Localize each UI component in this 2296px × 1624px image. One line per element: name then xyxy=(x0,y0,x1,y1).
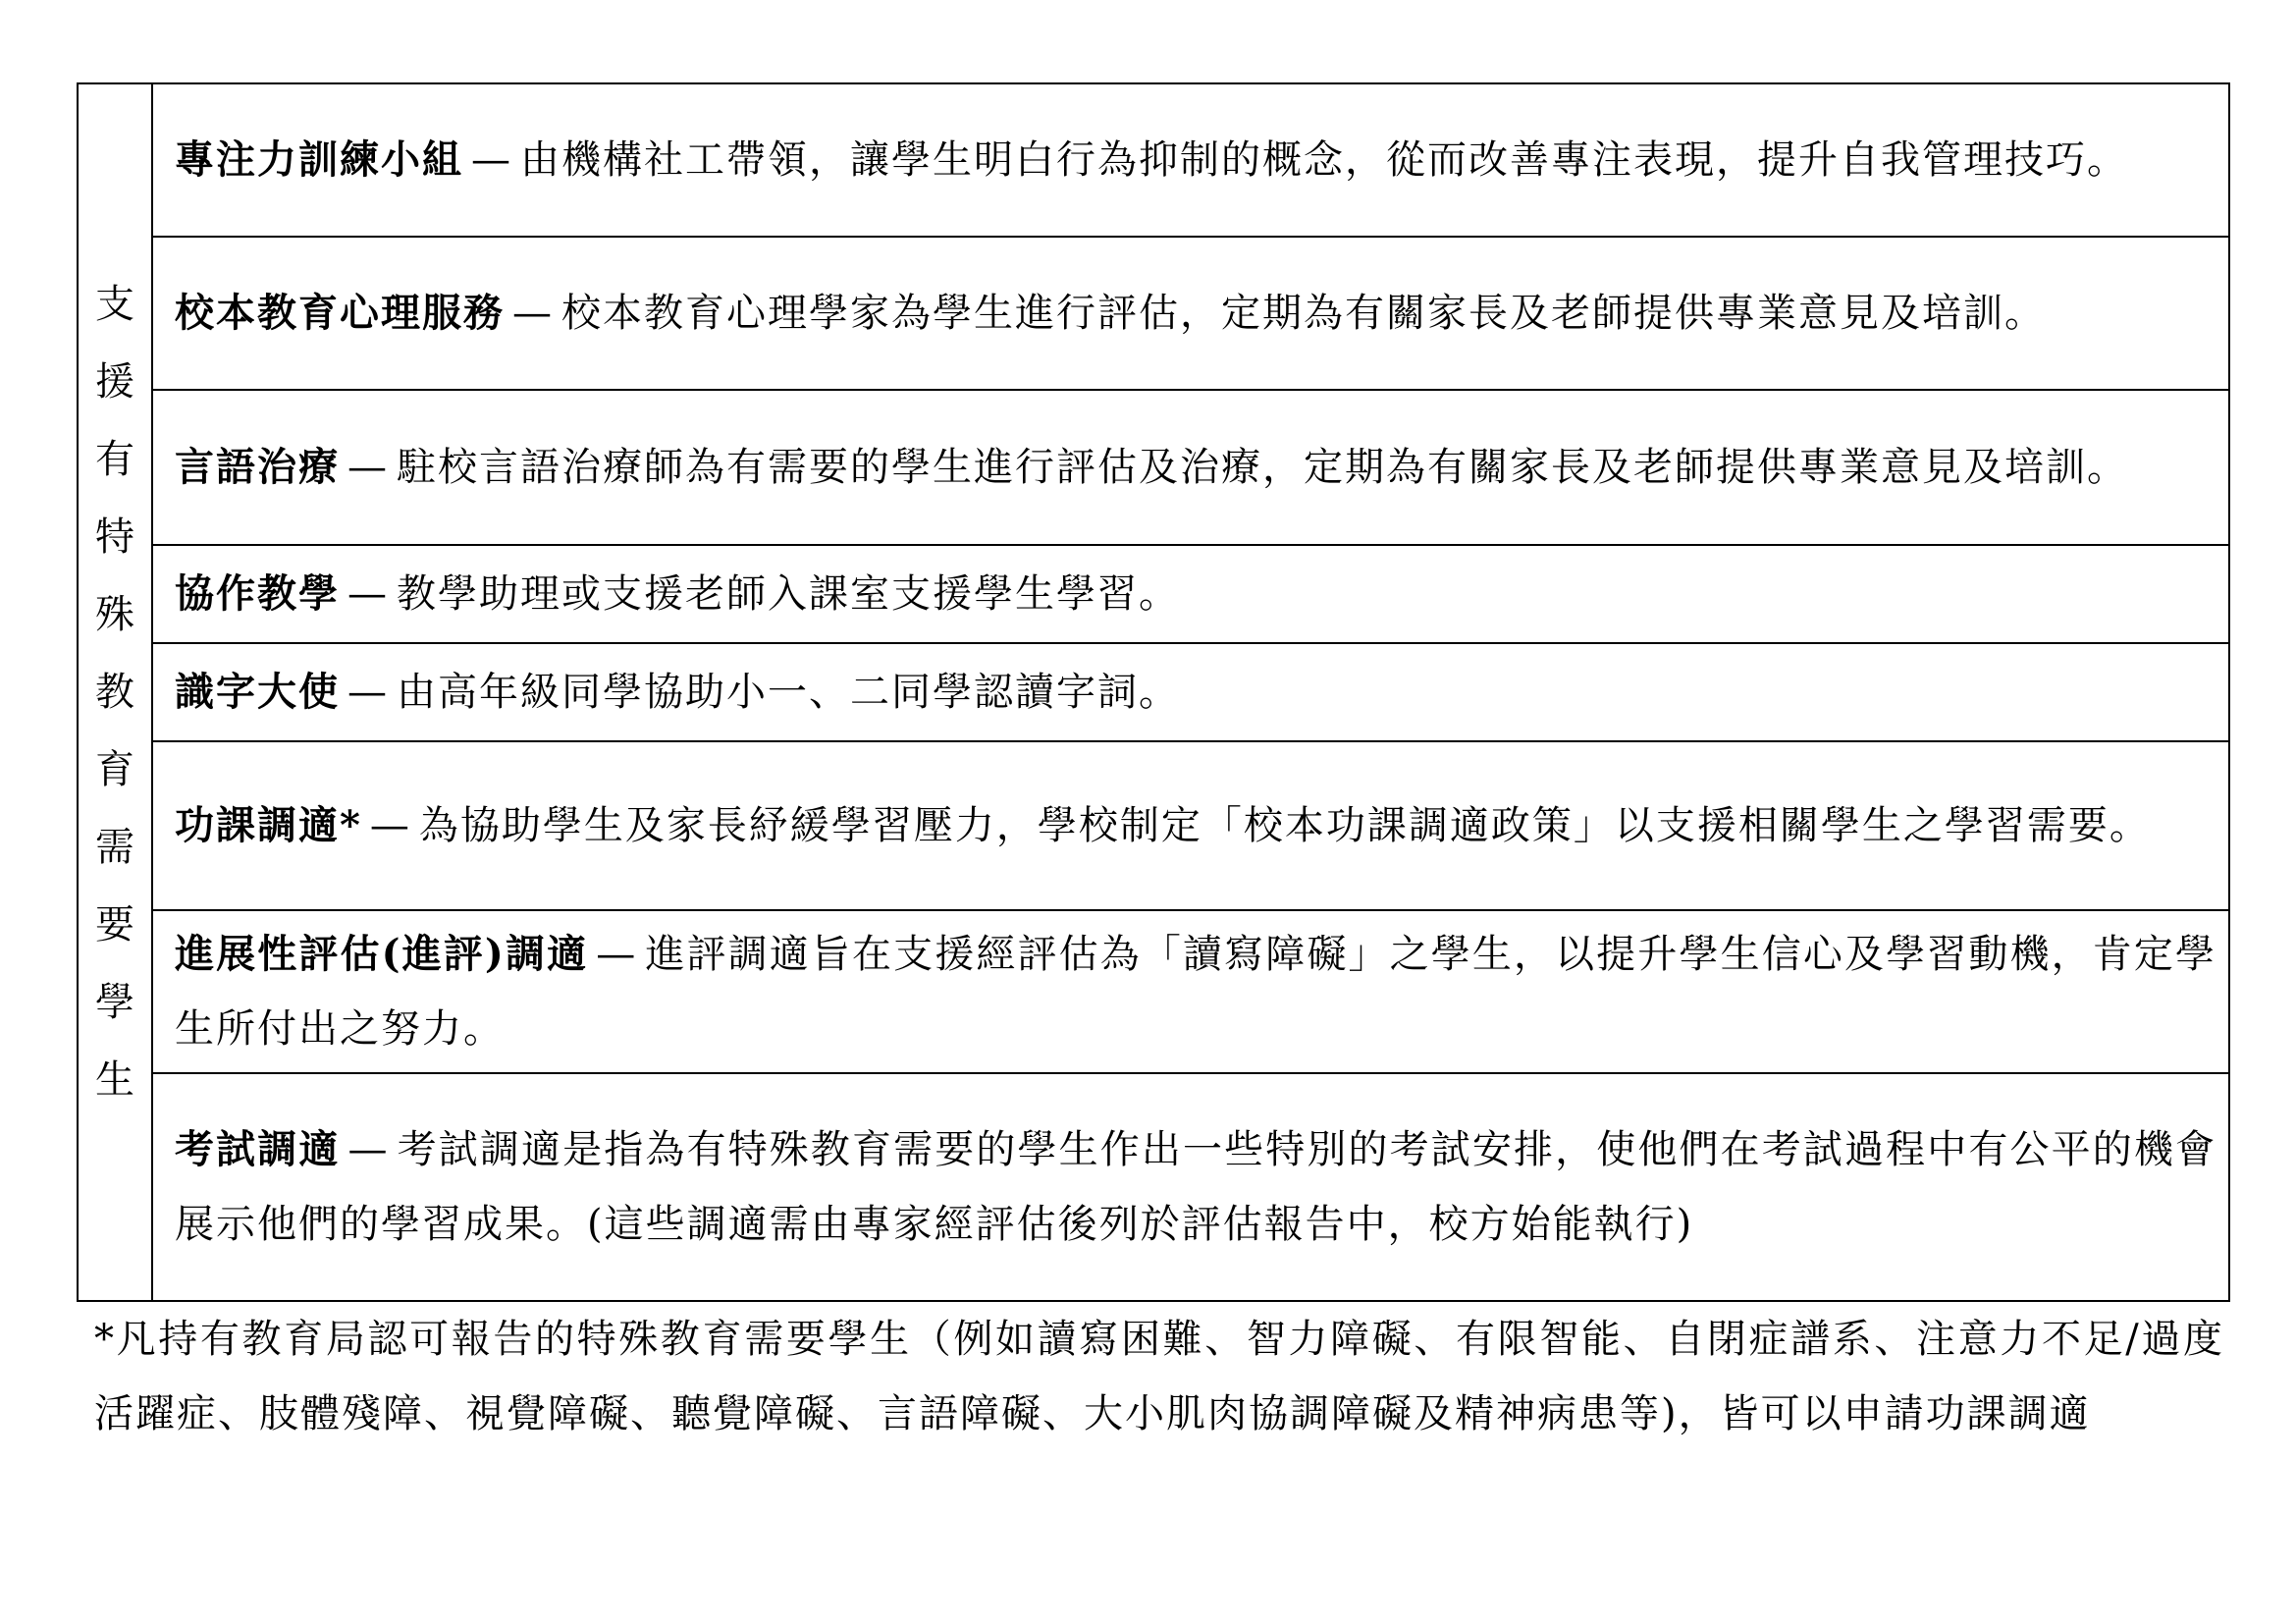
table-row xyxy=(78,83,2229,237)
table-row xyxy=(78,910,2229,1073)
item-description: 由機構社工帶領，讓學生明白行為抑制的概念，從而改善專注表現，提升自我管理技巧。 xyxy=(520,137,2128,183)
item-separator: — xyxy=(512,291,554,336)
side-label-char: 有 xyxy=(95,436,134,482)
table-row xyxy=(78,741,2229,910)
item-cell xyxy=(152,910,2229,1073)
item-separator: — xyxy=(596,932,638,977)
item-cell xyxy=(152,643,2229,741)
item-cell xyxy=(152,390,2229,545)
item-description: 校本教育心理學家為學生進行評估，定期為有關家長及老師提供專業意見及培訓。 xyxy=(561,291,2046,336)
item-separator: — xyxy=(347,445,389,490)
item-description: 由高年級同學協助小一、二同學認讀字詞。 xyxy=(397,670,1180,715)
side-label-char: 援 xyxy=(95,358,134,405)
item-title: 進展性評估(進評)調適 xyxy=(175,931,589,977)
table-row xyxy=(78,643,2229,741)
item-description: 進評調適旨在支援經評估為「讀寫障礙」之學生，以提升學生信心及學習動機，肯定學生所付出之努力。 xyxy=(175,932,2216,1052)
item-separator: — xyxy=(347,1127,390,1172)
item-separator: — xyxy=(369,803,411,848)
item-cell xyxy=(152,1073,2229,1301)
item-cell xyxy=(152,237,2229,390)
item-cell xyxy=(152,545,2229,643)
item-cell xyxy=(152,83,2229,237)
item-title: 校本教育心理服務 xyxy=(175,290,505,336)
side-label-char: 特 xyxy=(95,514,134,560)
item-title: 協作教學 xyxy=(175,570,340,617)
item-description: 考試調適是指為有特殊教育需要的學生作出一些特別的考試安排，使他們在考試過程中有公平的機會展示他們的學習成果。(這些調適需由專家經評估後列於評估報告中，校方始能執行) xyxy=(175,1127,2216,1247)
side-label xyxy=(79,266,151,1119)
item-title: 考試調適 xyxy=(175,1126,341,1172)
item-separator: — xyxy=(471,137,512,183)
item-title: 功課調適* xyxy=(175,802,362,848)
item-title: 專注力訓練小組 xyxy=(175,136,463,183)
item-description: 為協助學生及家長紓緩學習壓力，學校制定「校本功課調適政策」以支援相關學生之學習需要。 xyxy=(418,803,2151,848)
side-label-char: 教 xyxy=(95,669,134,715)
support-table xyxy=(77,82,2230,1302)
side-label-cell xyxy=(78,83,152,1301)
table-row xyxy=(78,237,2229,390)
item-separator: — xyxy=(347,571,389,617)
footnote: *凡持有教育局認可報告的特殊教育需要學生（例如讀寫困難、智力障礙、有限智能、自閉症譜系、注意力不足/過度活躍症、肢體殘障、視覺障礙、聽覺障礙、言語障礙、大小肌肉協調障礙及精神病患等)，皆可以申請功課調適 xyxy=(94,1317,2224,1436)
side-label-char: 需 xyxy=(95,824,134,870)
item-title: 識字大使 xyxy=(175,669,340,715)
item-title: 言語治療 xyxy=(175,444,340,490)
table-row xyxy=(78,1073,2229,1301)
table-row xyxy=(78,390,2229,545)
side-label-char: 學 xyxy=(95,979,134,1025)
side-label-char: 殊 xyxy=(95,591,134,637)
side-label-char: 生 xyxy=(95,1056,134,1103)
item-description: 駐校言語治療師為有需要的學生進行評估及治療，定期為有關家長及老師提供專業意見及培訓。 xyxy=(397,445,2128,490)
side-label-char: 支 xyxy=(95,281,134,327)
item-separator: — xyxy=(347,670,389,715)
table-row xyxy=(78,545,2229,643)
item-cell xyxy=(152,741,2229,910)
side-label-char: 要 xyxy=(95,901,134,947)
item-description: 教學助理或支援老師入課室支援學生學習。 xyxy=(397,571,1180,617)
side-label-char: 育 xyxy=(95,746,134,792)
